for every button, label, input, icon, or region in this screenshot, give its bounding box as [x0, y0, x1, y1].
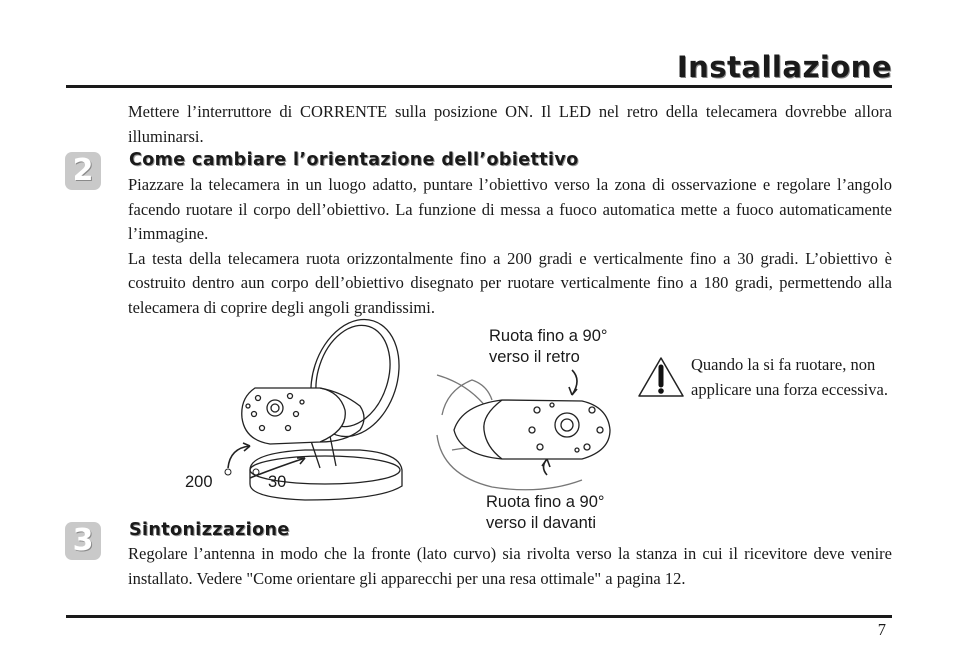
- section-2-paragraph-1: Piazzare la telecamera in un luogo adatto, puntare l’obiettivo verso la zona di osservazione e regolare l’angolo facendo ruotare il corpo dell’obiettivo. La funzione di messa a fuoco automatica mette a fuoco automaticamente l’immagine.: [128, 175, 892, 243]
- label-30-degrees: 30: [268, 473, 287, 491]
- section-2-body: [128, 173, 892, 320]
- label-rotate-back: [489, 326, 608, 368]
- label-rotate-back-line2: verso il retro: [489, 348, 580, 366]
- warning-icon: [636, 355, 686, 399]
- intro-paragraph: [128, 100, 892, 149]
- camera-rotation-illustration-right: [432, 355, 632, 495]
- degree-icon-30: [252, 468, 260, 476]
- warning-text: Quando la si fa ruotare, non applicare una forza eccessiva.: [691, 355, 888, 399]
- label-rotate-front-line2: verso il davanti: [486, 514, 597, 532]
- label-rotate-front: [486, 492, 605, 534]
- page-title: Installazione: [676, 50, 892, 84]
- section-2-paragraph-2: La testa della telecamera ruota orizzontalmente fino a 200 gradi e verticalmente fino a 30 gradi. L’obiettivo è costruito dentro aun corpo dell’obiettivo disegnato per ruotare verticalmente fino a 180 gradi, permettendo alla telecamera di coprire degli angoli grandissimi.: [128, 248, 892, 317]
- section-2-heading: Come cambiare l’orientazione dell’obiettivo: [129, 150, 579, 170]
- step-2-badge: 2: [65, 152, 101, 190]
- top-rule: [66, 85, 892, 88]
- label-rotate-front-line1: Ruota fino a 90°: [486, 493, 605, 511]
- bottom-rule: [66, 615, 892, 618]
- section-3-body: [128, 542, 892, 591]
- section-3-paragraph: Regolare l’antenna in modo che la fronte (lato curvo) sia rivolta verso la stanza in cui il ricevitore deve venire installato. Vedere "Come orientare gli apparecchi per una resa ottimale" a pagina 12.: [128, 544, 892, 588]
- section-3-heading: Sintonizzazione: [129, 520, 290, 540]
- page-number: 7: [877, 620, 886, 639]
- camera-rotation-illustration-left: [210, 318, 420, 508]
- step-3-badge: 3: [65, 522, 101, 560]
- degree-icon-200: [224, 468, 232, 476]
- label-rotate-back-line1: Ruota fino a 90°: [489, 327, 608, 345]
- label-200-degrees: 200: [185, 473, 213, 491]
- intro-text: Mettere l’interruttore di CORRENTE sulla posizione ON. Il LED nel retro della telecamera dovrebbe allora illuminarsi.: [128, 102, 892, 146]
